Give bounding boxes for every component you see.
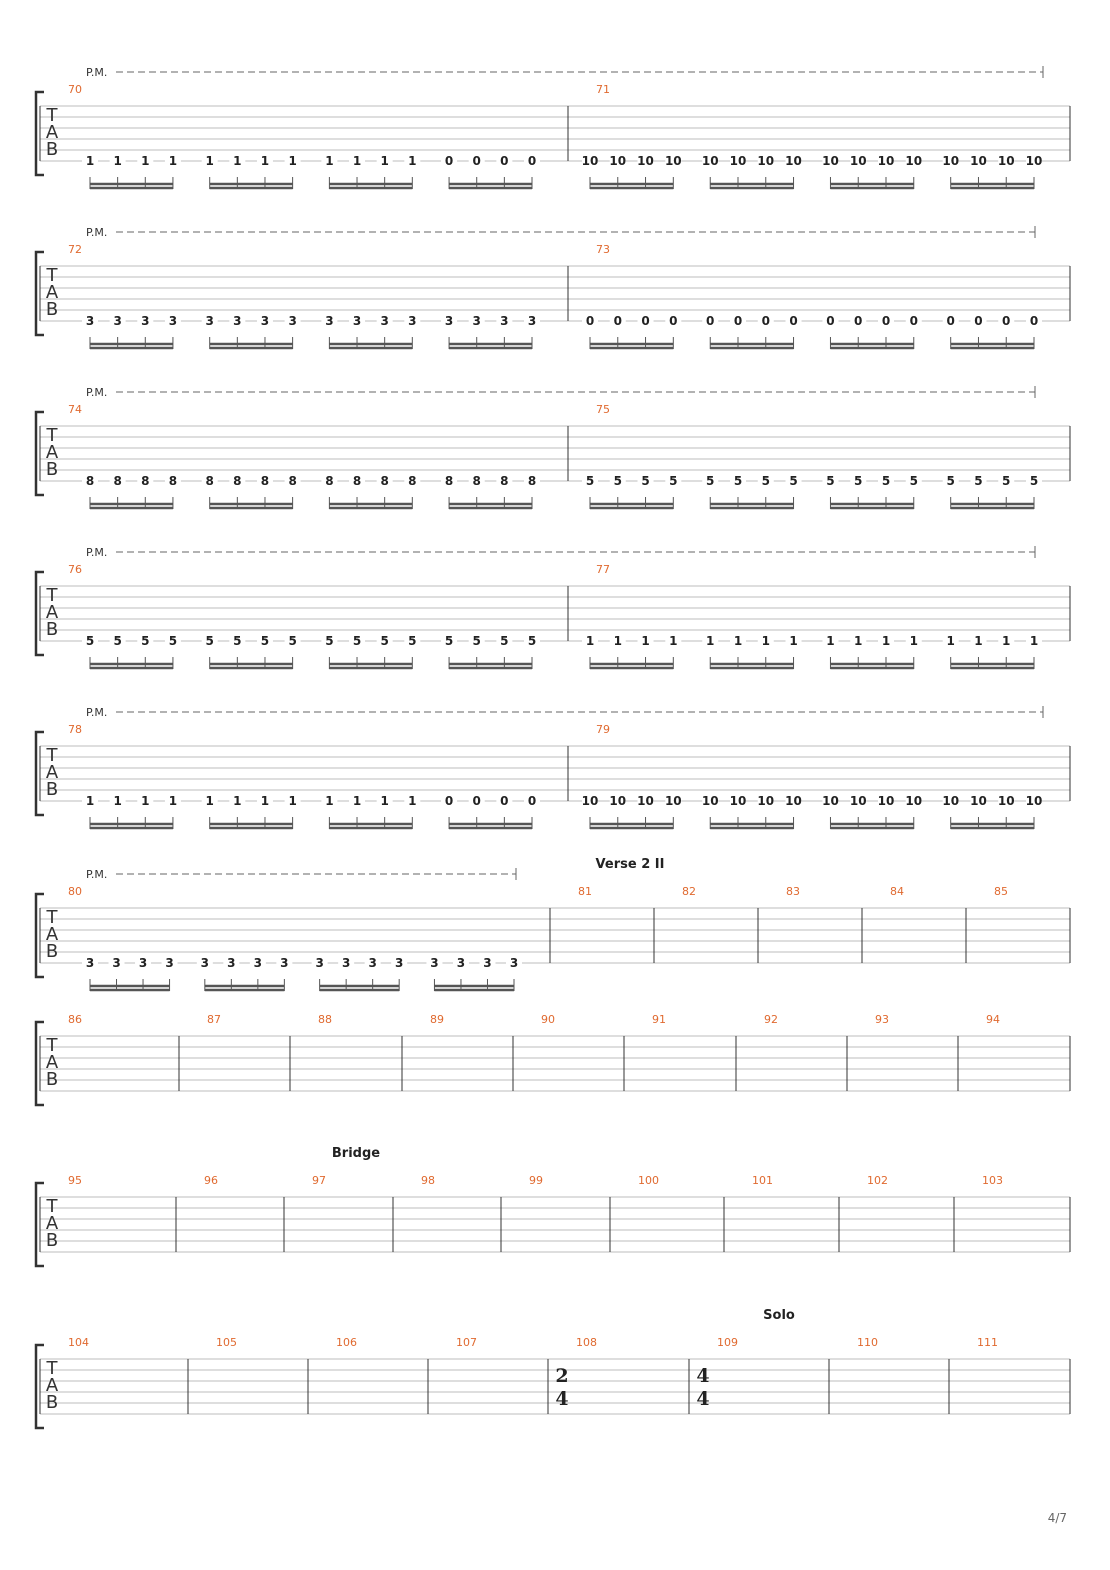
palm-mute-label: P.M. [86, 706, 108, 719]
fret-number: 0 [472, 794, 481, 808]
fret-number: 10 [701, 794, 719, 808]
tab-clef-letter: A [45, 602, 59, 623]
fret-number: 10 [757, 154, 775, 168]
tab-clef-letter: T [46, 907, 58, 928]
fret-number: 1 [789, 634, 798, 648]
measure-number: 104 [68, 1336, 89, 1349]
fret-number: 1 [113, 154, 122, 168]
tab-system [36, 66, 1070, 189]
fret-number: 8 [141, 474, 150, 488]
fret-number: 3 [456, 956, 466, 970]
tab-system [36, 706, 1070, 829]
tab-clef-letter: A [45, 1213, 59, 1234]
fret-number: 5 [527, 634, 537, 648]
fret-number: 8 [85, 474, 95, 488]
fret-number: 1 [974, 634, 983, 648]
fret-number: 3 [112, 956, 121, 970]
fret-number: 1 [85, 154, 95, 168]
fret-number: 10 [785, 794, 802, 808]
fret-number: 10 [1025, 794, 1043, 808]
fret-number: 10 [581, 154, 599, 168]
fret-number: 8 [233, 474, 242, 488]
fret-number: 3 [430, 956, 439, 970]
fret-number: 5 [1029, 474, 1039, 488]
fret-number: 5 [260, 634, 270, 648]
fret-number: 0 [500, 794, 509, 808]
fret-number: 0 [1029, 314, 1039, 328]
measure-number: 70 [68, 83, 82, 96]
fret-number: 0 [472, 154, 481, 168]
measure-number: 95 [68, 1174, 82, 1187]
tab-clef-letter: B [45, 1069, 59, 1090]
fret-number: 3 [368, 956, 377, 970]
fret-number: 10 [609, 154, 627, 168]
measure-number: 71 [596, 83, 610, 96]
tab-clef-letter: A [45, 442, 59, 463]
fret-number: 3 [227, 956, 236, 970]
fret-number: 8 [500, 474, 509, 488]
fret-number: 5 [1002, 474, 1011, 488]
tab-clef-letter: B [45, 779, 59, 800]
fret-number: 1 [641, 634, 650, 648]
fret-number: 1 [325, 154, 334, 168]
tab-clef-letter: B [45, 139, 59, 160]
measure-number: 90 [541, 1013, 555, 1026]
fret-number: 0 [641, 314, 650, 328]
fret-number: 8 [380, 474, 389, 488]
fret-number: 0 [1002, 314, 1011, 328]
tab-clef-letter: A [45, 762, 59, 783]
measure-number: 89 [430, 1013, 444, 1026]
measure-number: 78 [68, 723, 82, 736]
measure-number: 73 [596, 243, 610, 256]
fret-number: 1 [380, 154, 389, 168]
fret-number: 3 [141, 314, 150, 328]
section-label: Bridge [331, 1146, 381, 1161]
measure-number: 103 [982, 1174, 1003, 1187]
fret-number: 8 [325, 474, 334, 488]
time-signature-bottom: 4 [555, 1388, 569, 1410]
fret-number: 10 [849, 794, 867, 808]
fret-number: 5 [205, 634, 214, 648]
fret-number: 1 [380, 794, 389, 808]
fret-number: 5 [113, 634, 122, 648]
tab-clef-letter: B [45, 619, 59, 640]
fret-number: 1 [168, 794, 178, 808]
fret-number: 10 [701, 154, 719, 168]
fret-number: 5 [613, 474, 622, 488]
fret-number: 3 [113, 314, 122, 328]
fret-number: 0 [669, 314, 678, 328]
page-number: 4/7 [1047, 1511, 1067, 1525]
tab-system [36, 1308, 1070, 1428]
palm-mute-label: P.M. [86, 66, 108, 79]
fret-number: 3 [165, 956, 174, 970]
fret-number: 3 [509, 956, 519, 970]
fret-number: 1 [826, 634, 835, 648]
fret-number: 5 [472, 634, 481, 648]
fret-number: 1 [1029, 634, 1039, 648]
measure-number: 97 [312, 1174, 326, 1187]
fret-number: 3 [138, 956, 148, 970]
fret-number: 10 [849, 154, 867, 168]
fret-number: 10 [970, 794, 987, 808]
fret-number: 10 [757, 794, 775, 808]
tab-system [36, 857, 1070, 991]
fret-number: 8 [408, 474, 417, 488]
tab-clef-letter: A [45, 1375, 59, 1396]
fret-number: 3 [500, 314, 509, 328]
fret-number: 3 [395, 956, 404, 970]
fret-number: 5 [761, 474, 770, 488]
tab-clef-letter: A [45, 1052, 59, 1073]
tab-system [36, 1013, 1070, 1105]
fret-number: 10 [785, 154, 802, 168]
fret-number: 3 [527, 314, 537, 328]
measure-number: 83 [786, 885, 800, 898]
fret-number: 8 [205, 474, 214, 488]
fret-number: 3 [205, 314, 214, 328]
fret-number: 1 [946, 634, 955, 648]
fret-number: 1 [288, 794, 297, 808]
measure-number: 109 [717, 1336, 738, 1349]
fret-number: 5 [909, 474, 918, 488]
fret-number: 1 [1002, 634, 1011, 648]
fret-number: 1 [585, 634, 595, 648]
palm-mute-label: P.M. [86, 868, 108, 881]
section-label: Verse 2 II [595, 857, 665, 872]
fret-number: 8 [444, 474, 454, 488]
fret-number: 0 [527, 794, 537, 808]
fret-number: 5 [641, 474, 650, 488]
palm-mute-label: P.M. [86, 386, 108, 399]
fret-number: 8 [113, 474, 122, 488]
fret-number: 1 [141, 794, 150, 808]
fret-number: 5 [233, 634, 242, 648]
fret-number: 1 [260, 794, 270, 808]
fret-number: 1 [288, 154, 297, 168]
fret-number: 3 [85, 314, 95, 328]
measure-number: 82 [682, 885, 696, 898]
fret-number: 1 [408, 794, 417, 808]
fret-number: 5 [408, 634, 417, 648]
tab-clef-letter: T [46, 1358, 58, 1379]
fret-number: 1 [352, 154, 362, 168]
tab-clef-letter: T [46, 265, 58, 286]
fret-number: 8 [472, 474, 481, 488]
tab-clef-letter: B [45, 941, 59, 962]
fret-number: 1 [352, 794, 362, 808]
measure-number: 72 [68, 243, 82, 256]
tab-clef-letter: T [46, 425, 58, 446]
fret-number: 10 [905, 794, 923, 808]
fret-number: 10 [997, 794, 1015, 808]
fret-number: 3 [472, 314, 481, 328]
measure-number: 76 [68, 563, 82, 576]
measure-number: 93 [875, 1013, 889, 1026]
measure-number: 84 [890, 885, 904, 898]
time-signature-top: 4 [696, 1365, 710, 1387]
measure-number: 86 [68, 1013, 82, 1026]
measure-number: 81 [578, 885, 592, 898]
measure-number: 88 [318, 1013, 332, 1026]
fret-number: 5 [826, 474, 835, 488]
section-label: Solo [763, 1308, 795, 1323]
fret-number: 3 [380, 314, 389, 328]
fret-number: 10 [729, 154, 747, 168]
fret-number: 3 [260, 314, 270, 328]
fret-number: 1 [761, 634, 770, 648]
fret-number: 10 [822, 794, 839, 808]
measure-number: 102 [867, 1174, 888, 1187]
fret-number: 0 [881, 314, 891, 328]
measure-number: 96 [204, 1174, 218, 1187]
fret-number: 0 [909, 314, 918, 328]
fret-number: 1 [205, 794, 214, 808]
fret-number: 5 [325, 634, 334, 648]
measure-number: 94 [986, 1013, 1000, 1026]
fret-number: 5 [288, 634, 297, 648]
fret-number: 1 [141, 154, 150, 168]
tab-clef-letter: A [45, 924, 59, 945]
fret-number: 10 [877, 154, 895, 168]
fret-number: 1 [205, 154, 214, 168]
tab-clef-letter: B [45, 1230, 59, 1251]
tab-clef-letter: T [46, 1196, 58, 1217]
fret-number: 5 [946, 474, 955, 488]
fret-number: 3 [233, 314, 242, 328]
fret-number: 3 [253, 956, 263, 970]
measure-number: 91 [652, 1013, 666, 1026]
fret-number: 0 [974, 314, 983, 328]
fret-number: 3 [288, 314, 297, 328]
fret-number: 0 [761, 314, 770, 328]
fret-number: 10 [664, 794, 682, 808]
fret-number: 0 [854, 314, 863, 328]
palm-mute-label: P.M. [86, 546, 108, 559]
tab-clef-letter: B [45, 299, 59, 320]
fret-number: 1 [733, 634, 743, 648]
fret-number: 10 [905, 154, 923, 168]
fret-number: 0 [946, 314, 955, 328]
fret-number: 10 [942, 154, 960, 168]
fret-number: 3 [85, 956, 95, 970]
fret-number: 10 [970, 154, 987, 168]
fret-number: 8 [288, 474, 297, 488]
measure-number: 110 [857, 1336, 878, 1349]
fret-number: 1 [854, 634, 863, 648]
tab-clef-letter: B [45, 459, 59, 480]
tab-system [36, 546, 1070, 669]
fret-number: 3 [315, 956, 324, 970]
fret-number: 1 [613, 634, 622, 648]
measure-number: 106 [336, 1336, 357, 1349]
measure-number: 75 [596, 403, 610, 416]
fret-number: 0 [706, 314, 715, 328]
fret-number: 8 [352, 474, 362, 488]
fret-number: 10 [997, 154, 1015, 168]
fret-number: 1 [669, 634, 678, 648]
fret-number: 5 [585, 474, 595, 488]
tab-clef-letter: T [46, 745, 58, 766]
fret-number: 0 [826, 314, 835, 328]
fret-number: 10 [942, 794, 960, 808]
fret-number: 5 [706, 474, 715, 488]
fret-number: 0 [500, 154, 509, 168]
tab-clef-letter: T [46, 105, 58, 126]
tab-clef-letter: T [46, 585, 58, 606]
measure-number: 101 [752, 1174, 773, 1187]
fret-number: 5 [85, 634, 95, 648]
fret-number: 3 [352, 314, 362, 328]
fret-number: 1 [113, 794, 122, 808]
measure-number: 77 [596, 563, 610, 576]
measure-number: 111 [977, 1336, 998, 1349]
measure-number: 100 [638, 1174, 659, 1187]
fret-number: 1 [260, 154, 270, 168]
tab-clef-letter: B [45, 1392, 59, 1413]
fret-number: 8 [168, 474, 178, 488]
measure-number: 87 [207, 1013, 221, 1026]
fret-number: 0 [444, 154, 454, 168]
tab-clef-letter: A [45, 282, 59, 303]
fret-number: 1 [909, 634, 918, 648]
measure-number: 80 [68, 885, 82, 898]
fret-number: 1 [706, 634, 715, 648]
fret-number: 10 [637, 154, 654, 168]
fret-number: 1 [168, 154, 178, 168]
fret-number: 0 [733, 314, 743, 328]
tab-system [36, 226, 1070, 349]
tab-clef-letter: A [45, 122, 59, 143]
measure-number: 99 [529, 1174, 543, 1187]
fret-number: 1 [408, 154, 417, 168]
fret-number: 5 [141, 634, 150, 648]
fret-number: 5 [974, 474, 983, 488]
fret-number: 10 [1025, 154, 1043, 168]
measure-number: 105 [216, 1336, 237, 1349]
measure-number: 92 [764, 1013, 778, 1026]
fret-number: 10 [822, 154, 839, 168]
fret-number: 3 [325, 314, 334, 328]
measure-number: 85 [994, 885, 1008, 898]
tab-clef-letter: T [46, 1035, 58, 1056]
measure-number: 108 [576, 1336, 597, 1349]
measure-number: 98 [421, 1174, 435, 1187]
fret-number: 5 [444, 634, 454, 648]
fret-number: 1 [85, 794, 95, 808]
fret-number: 10 [664, 154, 682, 168]
fret-number: 3 [341, 956, 351, 970]
fret-number: 3 [444, 314, 454, 328]
tab-system [36, 1146, 1070, 1266]
fret-number: 5 [380, 634, 389, 648]
fret-number: 0 [789, 314, 798, 328]
fret-number: 0 [527, 154, 537, 168]
measure-number: 74 [68, 403, 82, 416]
fret-number: 5 [500, 634, 509, 648]
fret-number: 5 [733, 474, 743, 488]
fret-number: 5 [352, 634, 362, 648]
fret-number: 1 [233, 154, 242, 168]
fret-number: 0 [444, 794, 454, 808]
tab-system [36, 386, 1070, 509]
palm-mute-label: P.M. [86, 226, 108, 239]
fret-number: 1 [233, 794, 242, 808]
fret-number: 5 [881, 474, 891, 488]
fret-number: 1 [881, 634, 891, 648]
fret-number: 10 [581, 794, 599, 808]
fret-number: 5 [789, 474, 798, 488]
fret-number: 0 [613, 314, 622, 328]
fret-number: 10 [729, 794, 747, 808]
time-signature-top: 2 [555, 1365, 569, 1387]
time-signature-bottom: 4 [696, 1388, 710, 1410]
fret-number: 3 [483, 956, 492, 970]
fret-number: 3 [408, 314, 417, 328]
fret-number: 3 [280, 956, 289, 970]
fret-number: 0 [585, 314, 595, 328]
fret-number: 3 [168, 314, 178, 328]
fret-number: 10 [877, 794, 895, 808]
fret-number: 10 [637, 794, 654, 808]
fret-number: 8 [527, 474, 537, 488]
fret-number: 1 [325, 794, 334, 808]
fret-number: 5 [168, 634, 178, 648]
fret-number: 5 [854, 474, 863, 488]
fret-number: 5 [669, 474, 678, 488]
fret-number: 10 [609, 794, 627, 808]
measure-number: 79 [596, 723, 610, 736]
fret-number: 8 [260, 474, 270, 488]
fret-number: 3 [200, 956, 209, 970]
measure-number: 107 [456, 1336, 477, 1349]
